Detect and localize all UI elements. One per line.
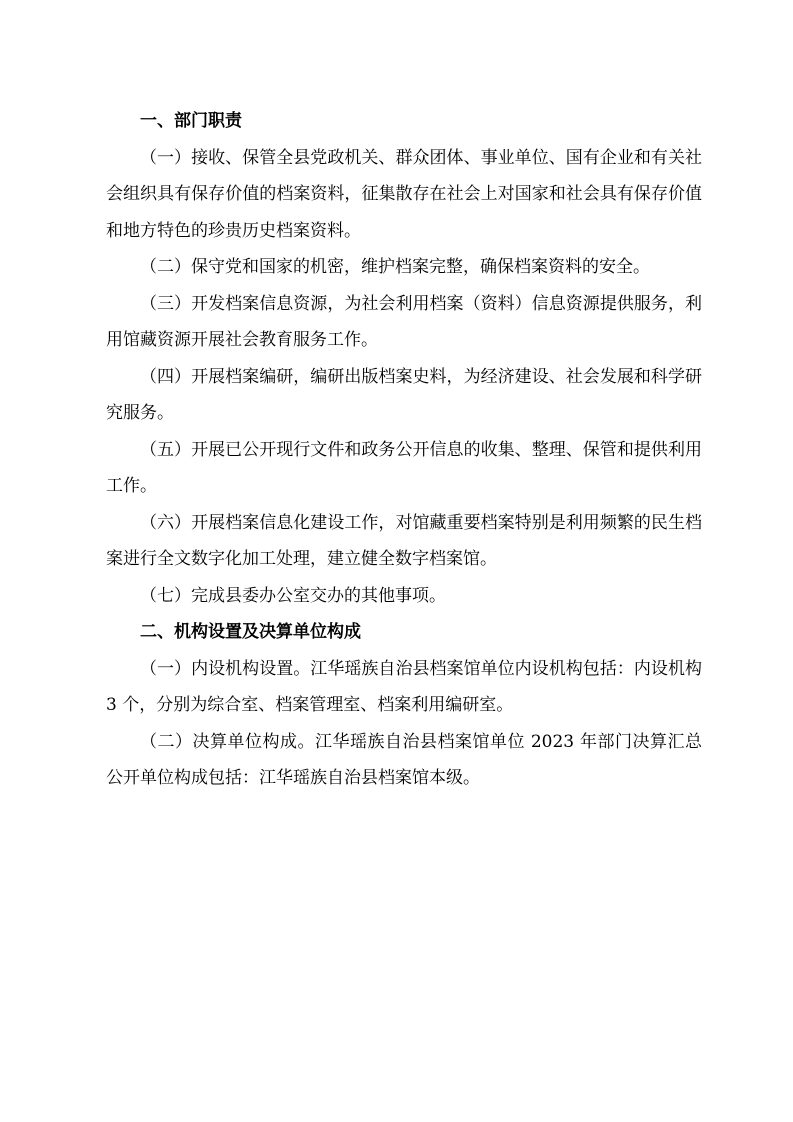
duty-paragraph-6: （六）开展档案信息化建设工作，对馆藏重要档案特别是利用频繁的民生档案进行全文数字化加工处理，建立健全数字档案馆。 — [106, 512, 702, 569]
document-body — [106, 103, 702, 797]
organization-paragraph-1: （一）内设机构设置。江华瑶族自治县档案馆单位内设机构包括：内设机构 3 个，分别为综合室、档案管理室、档案利用编研室。 — [106, 658, 702, 715]
duty-paragraph-4: （四）开展档案编研，编研出版档案史料，为经济建设、社会发展和科学研究服务。 — [106, 366, 702, 423]
duty-paragraph-7: （七）完成县委办公室交办的其他事项。 — [140, 585, 446, 606]
duty-paragraph-2: （二）保守党和国家的机密，维护档案完整，确保档案资料的安全。 — [140, 257, 650, 277]
section-heading-organization: 二、机构设置及决算单位构成 — [140, 622, 361, 642]
duty-paragraph-5: （五）开展已公开现行文件和政务公开信息的收集、整理、保管和提供利用工作。 — [106, 439, 702, 496]
duty-paragraph-1: （一）接收、保管全县党政机关、群众团体、事业单位、国有企业和有关社会组织具有保存价值的档案资料，征集散存在社会上对国家和社会具有保存价值和地方特色的珍贵历史档案资料。 — [106, 147, 702, 241]
duty-paragraph-3: （三）开发档案信息资源，为社会利用档案（资料）信息资源提供服务，利用馆藏资源开展社会教育服务工作。 — [106, 293, 702, 350]
section-heading-department-duties: 一、部门职责 — [140, 111, 242, 131]
organization-paragraph-2: （二）决算单位构成。江华瑶族自治县档案馆单位 2023 年部门决算汇总公开单位构成包括：江华瑶族自治县档案馆本级。 — [106, 731, 702, 788]
